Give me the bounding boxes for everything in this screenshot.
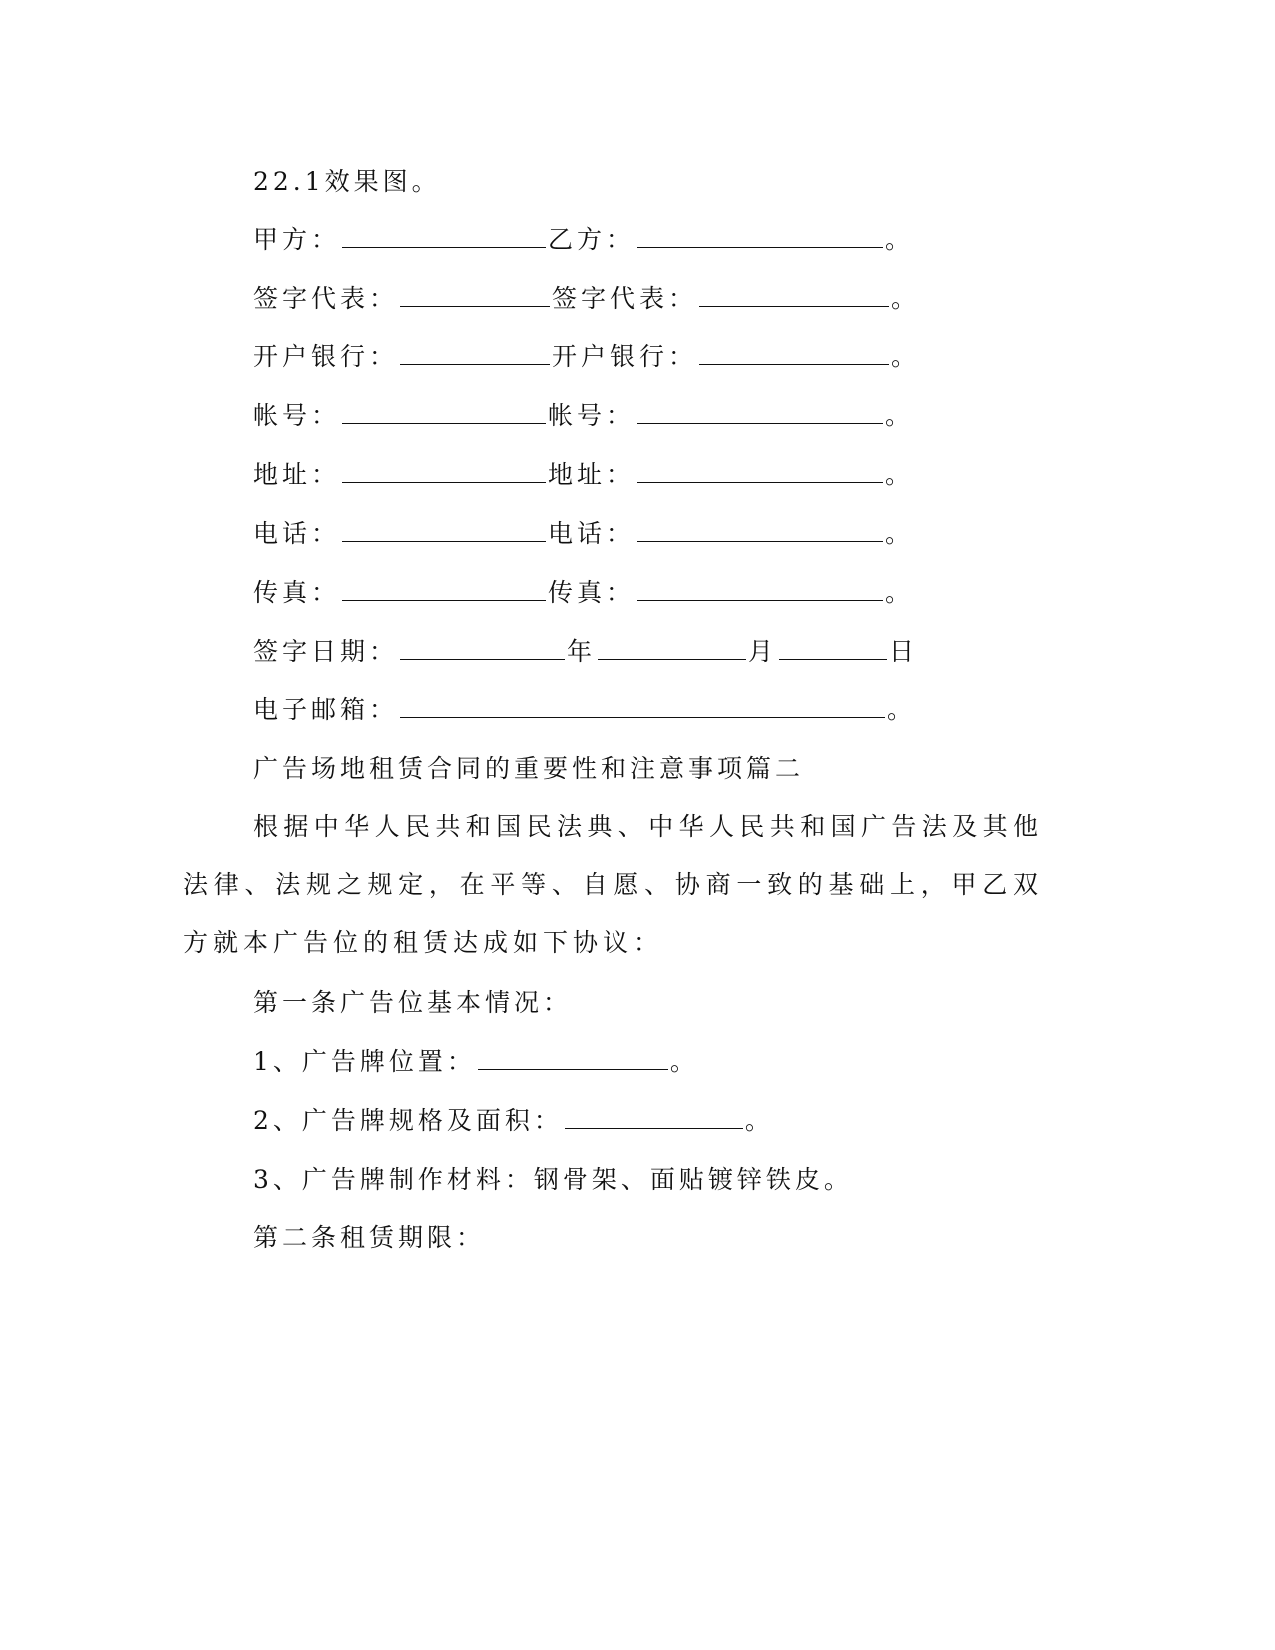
date-row	[253, 636, 918, 668]
item-1-period: 。	[669, 1047, 699, 1076]
party-a-blank[interactable]	[342, 225, 546, 248]
party-b-label: 乙方：	[548, 225, 636, 254]
party-b-blank[interactable]	[637, 225, 883, 248]
year-label: 年	[567, 637, 597, 666]
billboard-size-blank[interactable]	[565, 1106, 743, 1129]
date-label: 签字日期：	[253, 637, 399, 666]
year-blank[interactable]	[400, 637, 565, 660]
article-1-title	[253, 987, 572, 1019]
day-label: 日	[889, 637, 919, 666]
fax-a-blank[interactable]	[342, 578, 546, 601]
billboard-location-label: 1、广告牌位置：	[253, 1047, 476, 1076]
month-label: 月	[748, 637, 778, 666]
article-1-item-2	[253, 1105, 774, 1137]
fax-b-label: 传真：	[548, 578, 636, 607]
email-blank[interactable]	[400, 695, 885, 718]
section-title	[253, 753, 804, 785]
billboard-size-label: 2、广告牌规格及面积：	[253, 1106, 563, 1135]
item-2-period: 。	[744, 1106, 774, 1135]
fax-a-label: 传真：	[253, 578, 341, 607]
email-row-period: 。	[887, 695, 917, 724]
article-1-title-text: 第一条广告位基本情况：	[253, 988, 573, 1017]
party-row	[253, 224, 914, 256]
signer-row-period: 。	[891, 284, 921, 313]
phone-row-period: 。	[885, 519, 915, 548]
bank-b-label: 开户银行：	[552, 342, 698, 371]
account-b-label: 帐号：	[548, 401, 636, 430]
article-2-title-text: 第二条租赁期限：	[253, 1223, 486, 1252]
article-1-item-1	[253, 1046, 699, 1078]
phone-b-label: 电话：	[548, 519, 636, 548]
address-row-period: 。	[885, 460, 915, 489]
fax-row-period: 。	[885, 578, 915, 607]
account-a-blank[interactable]	[342, 401, 546, 424]
bank-b-blank[interactable]	[699, 342, 889, 365]
account-row	[253, 400, 914, 432]
billboard-location-blank[interactable]	[478, 1047, 668, 1070]
phone-a-label: 电话：	[253, 519, 341, 548]
address-a-label: 地址：	[253, 460, 341, 489]
month-blank[interactable]	[598, 637, 746, 660]
bank-row-period: 。	[891, 342, 921, 371]
address-a-blank[interactable]	[342, 460, 546, 483]
item-22-1	[253, 166, 441, 198]
account-a-label: 帐号：	[253, 401, 341, 430]
signer-b-blank[interactable]	[699, 284, 889, 307]
intro-paragraph: 根据中华人民共和国民法典、中华人民共和国广告法及其他法律、法规之规定，在平等、自愿、协商一致的基础上，甲乙双方就本广告位的租赁达成如下协议：	[183, 812, 1043, 957]
address-row	[253, 459, 914, 491]
day-blank[interactable]	[779, 637, 887, 660]
signer-a-blank[interactable]	[400, 284, 550, 307]
party-row-period: 。	[885, 225, 915, 254]
party-a-label: 甲方：	[253, 225, 341, 254]
phone-a-blank[interactable]	[342, 519, 546, 542]
bank-a-blank[interactable]	[400, 342, 550, 365]
fax-row	[253, 577, 914, 609]
account-b-blank[interactable]	[637, 401, 883, 424]
billboard-material-text: 3、广告牌制作材料：钢骨架、面贴镀锌铁皮。	[253, 1165, 853, 1194]
item-22-1-text: 22.1效果图。	[253, 167, 441, 196]
bank-row	[253, 341, 920, 373]
article-2-title	[253, 1222, 485, 1254]
signer-a-label: 签字代表：	[253, 284, 399, 313]
account-row-period: 。	[885, 401, 915, 430]
phone-b-blank[interactable]	[637, 519, 883, 542]
fax-b-blank[interactable]	[637, 578, 883, 601]
bank-a-label: 开户银行：	[253, 342, 399, 371]
address-b-label: 地址：	[548, 460, 636, 489]
email-row	[253, 694, 916, 726]
signer-b-label: 签字代表：	[552, 284, 698, 313]
phone-row	[253, 518, 914, 550]
article-1-item-3	[253, 1164, 853, 1196]
email-label: 电子邮箱：	[253, 695, 399, 724]
address-b-blank[interactable]	[637, 460, 883, 483]
signer-row	[253, 283, 920, 315]
section-title-text: 广告场地租赁合同的重要性和注意事项篇二	[253, 754, 805, 783]
